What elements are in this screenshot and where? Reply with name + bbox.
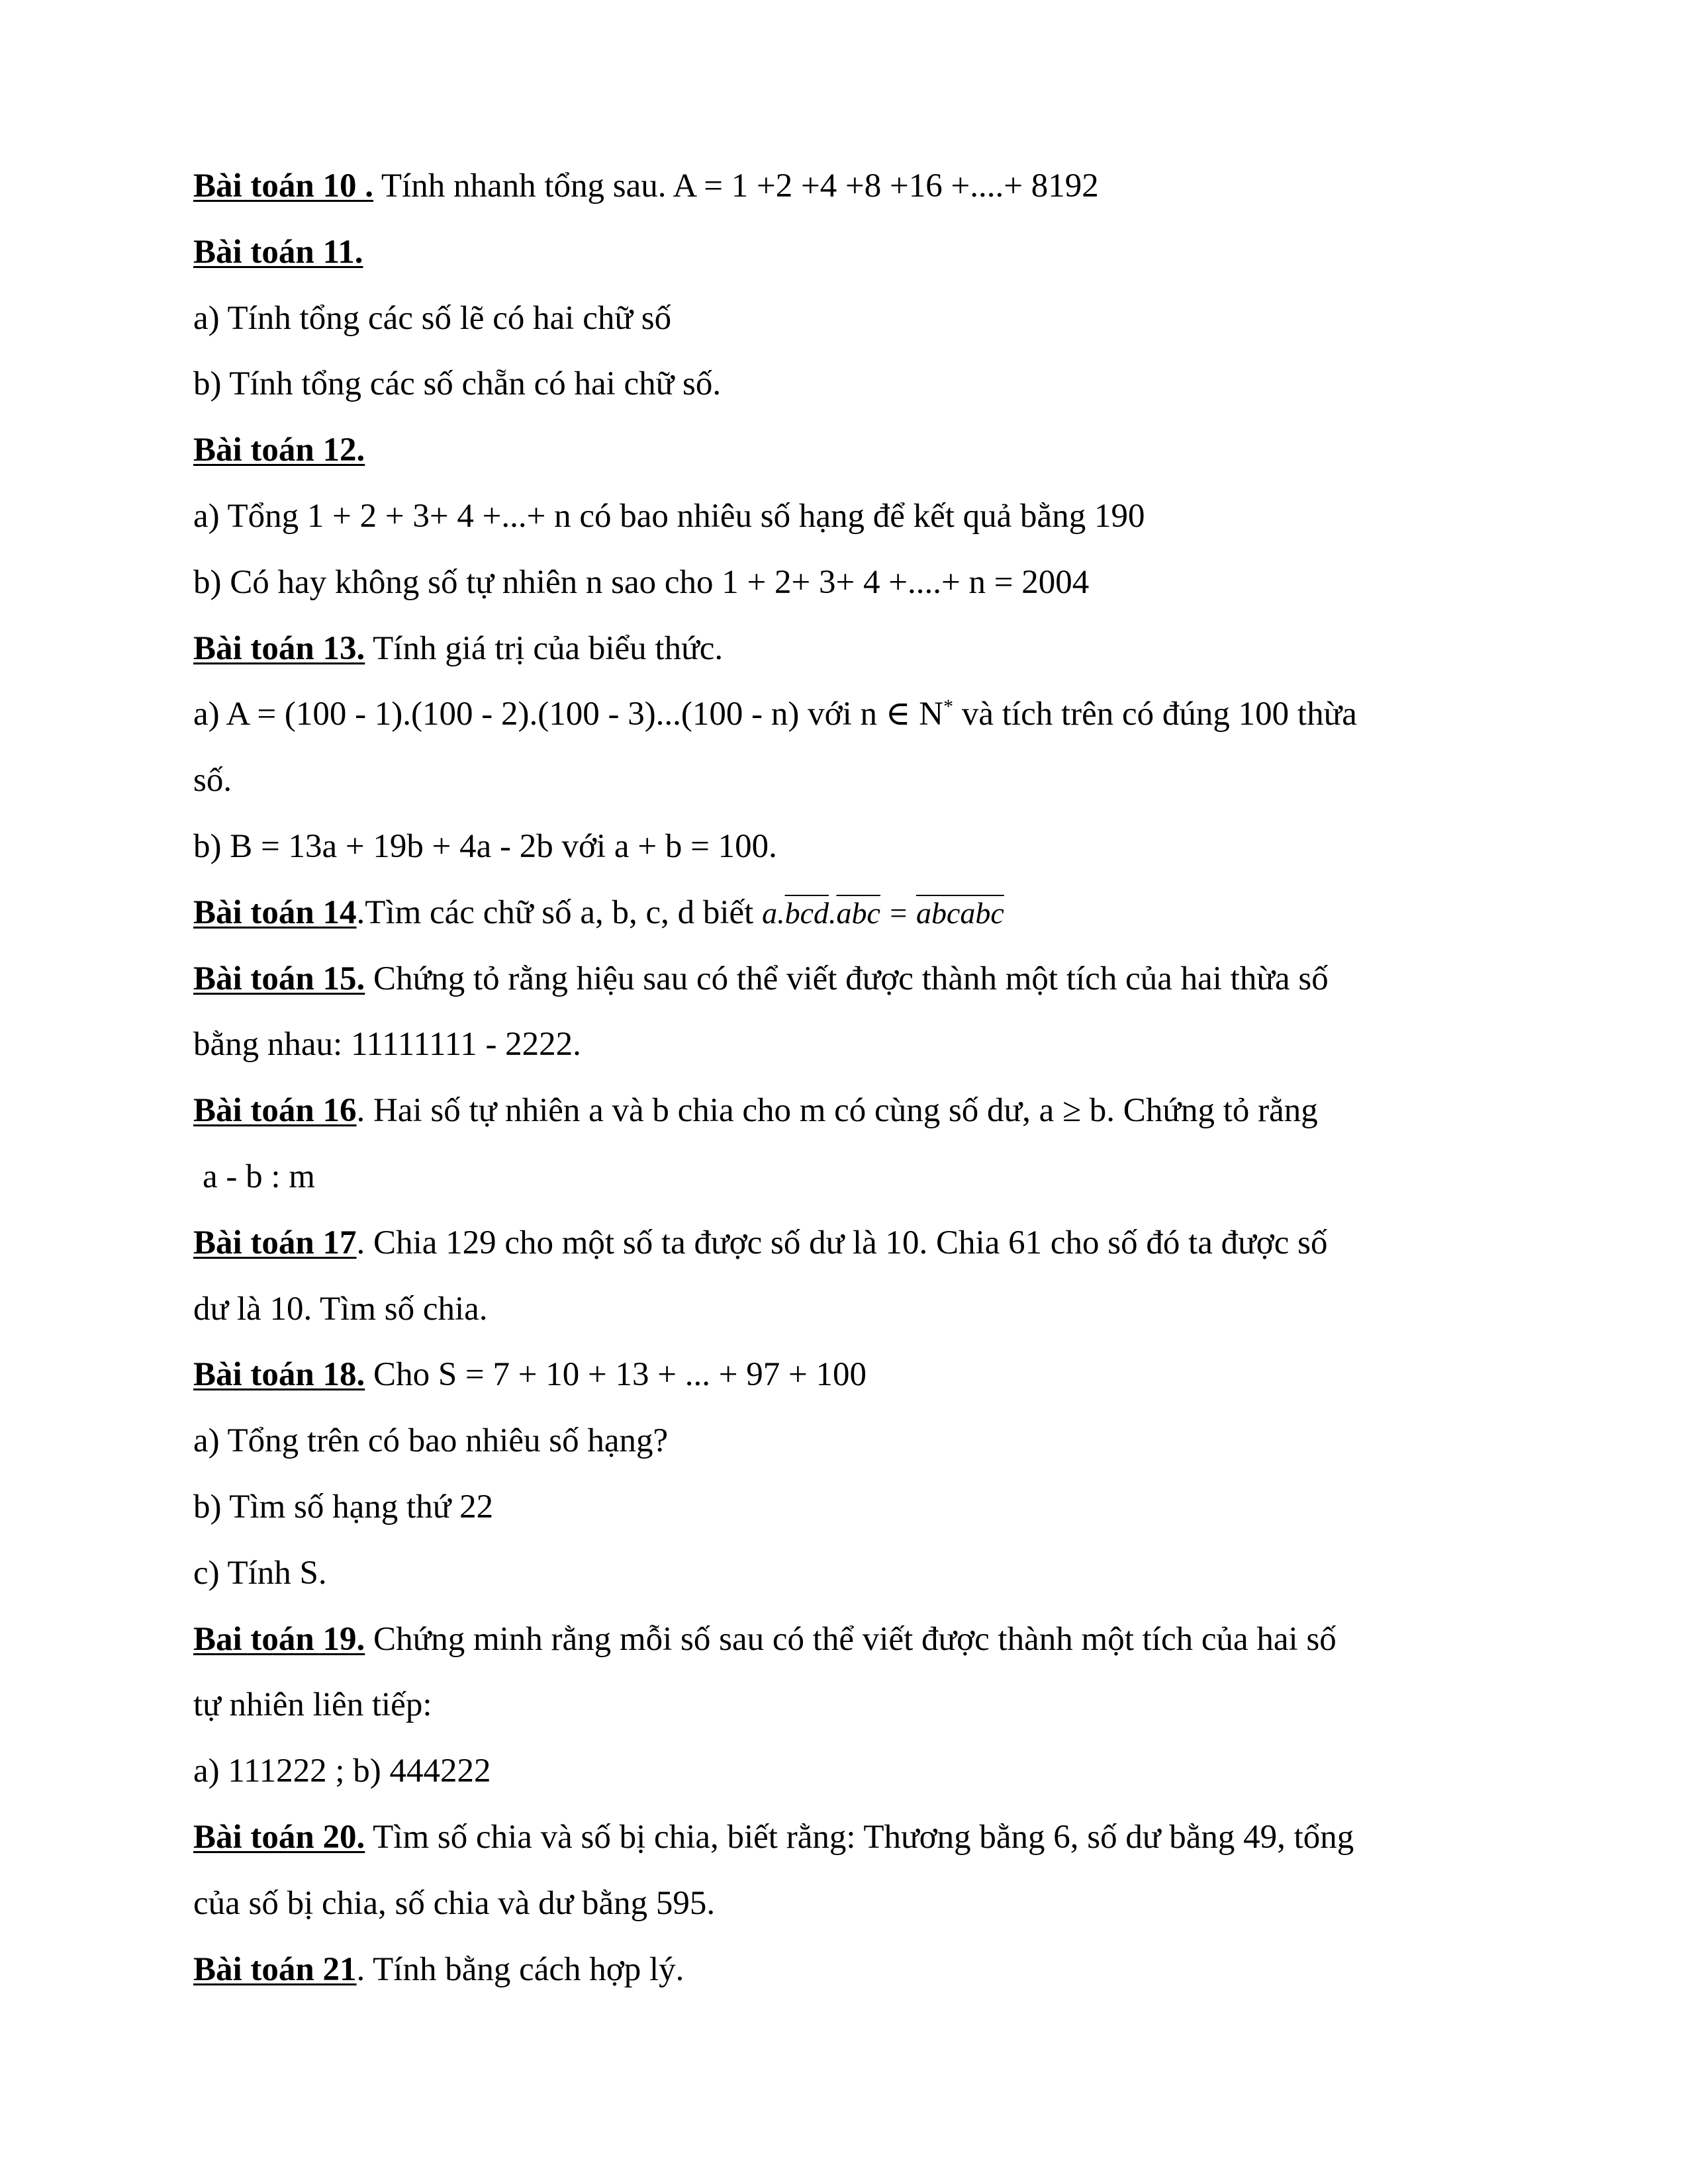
problem-11 xyxy=(193,220,1537,286)
problem-13-b: b) B = 13a + 19b + 4a - 2b với a + b = 100. xyxy=(193,827,777,865)
problem-label: Bài toán 13. xyxy=(193,629,365,667)
problem-label: Bài toán 15. xyxy=(193,960,365,997)
problem-12-a: a) Tổng 1 + 2 + 3+ 4 +...+ n có bao nhiêu số hạng để kết quả bằng 190 xyxy=(193,497,1145,535)
overlined-number: abcabc xyxy=(915,895,1004,930)
problem-18-a: a) Tổng trên có bao nhiêu số hạng? xyxy=(193,1422,669,1460)
problem-17 xyxy=(193,1210,1537,1277)
problem-13-a xyxy=(193,682,1537,748)
problem-15-cont: bằng nhau: 11111111 - 2222. xyxy=(193,1026,581,1064)
problem-label: Bai toán 19. xyxy=(193,1620,365,1658)
problem-13 xyxy=(193,616,1537,682)
problem-text: Tìm số chia và số bị chia, biết rằng: Thương bằng 6, số dư bằng 49, tổng xyxy=(365,1818,1354,1856)
problem-16 xyxy=(193,1078,1537,1144)
problem-11-b: b) Tính tổng các số chẵn có hai chữ số. xyxy=(193,365,722,403)
problem-label: Bài toán 11. xyxy=(193,233,363,271)
problem-label: Bài toán 10 . xyxy=(193,167,374,205)
overlined-number: $\overline{abc}$ xyxy=(836,895,880,930)
problem-label: Bài toán 14 xyxy=(193,893,357,931)
problem-text: Tính giá trị của biểu thức. xyxy=(365,629,724,667)
problem-11-a: a) Tính tổng các số lẽ có hai chữ số xyxy=(193,299,672,337)
problem-label: Bài toán 21 xyxy=(193,1950,357,1988)
problem-12-b: b) Có hay không số tự nhiên n sao cho 1 + 2+ 3+ 4 +....+ n = 2004 xyxy=(193,563,1090,601)
problem-20-cont: của số bị chia, số chia và dư bằng 595. xyxy=(193,1884,716,1922)
problem-18-b: b) Tìm số hạng thứ 22 xyxy=(193,1488,494,1525)
problem-18-c: c) Tính S. xyxy=(193,1554,327,1592)
problem-14 xyxy=(193,880,1537,946)
problem-text: Chứng minh rằng mỗi số sau có thể viết được thành một tích của hai số xyxy=(365,1620,1336,1658)
problem-label: Bài toán 17 xyxy=(193,1224,357,1261)
problem-label: Bài toán 18. xyxy=(193,1356,365,1394)
problem-19-ab: a) 111222 ; b) 444222 xyxy=(193,1752,491,1790)
problem-15 xyxy=(193,946,1537,1013)
math-part: . xyxy=(829,895,837,930)
problem-13-a-cont: số. xyxy=(193,762,232,799)
math-part: = xyxy=(880,895,916,930)
problem-20 xyxy=(193,1805,1537,1871)
problem-text: . Chia 129 cho một số ta được số dư là 10. Chia 61 cho số đó ta được số xyxy=(356,1224,1328,1261)
math-part: a. xyxy=(762,895,785,930)
problem-18 xyxy=(193,1342,1537,1408)
problem-21 xyxy=(193,1937,1537,2003)
math-text: và tích trên có đúng 100 thừa xyxy=(953,696,1357,733)
problem-19 xyxy=(193,1607,1537,1673)
problem-12 xyxy=(193,418,1537,484)
problem-text: . Tính bằng cách hợp lý. xyxy=(356,1950,684,1988)
problem-label: Bài toán 20. xyxy=(193,1818,365,1856)
problem-text: Chứng tỏ rằng hiệu sau có thể viết được thành một tích của hai thừa số xyxy=(365,960,1329,997)
superscript: * xyxy=(943,696,954,718)
problem-text: Tính nhanh tổng sau. A = 1 +2 +4 +8 +16 +....+ 8192 xyxy=(373,167,1099,205)
problem-text: Cho S = 7 + 10 + 13 + ... + 97 + 100 xyxy=(365,1356,867,1394)
problem-text: .Tìm các chữ số a, b, c, d biết xyxy=(356,893,763,931)
problem-10 xyxy=(193,154,1537,220)
overlined-number: $\overline{bcd}$ xyxy=(784,895,829,930)
problem-label: Bài toán 12. xyxy=(193,432,365,469)
problem-19-cont: tự nhiên liên tiếp: xyxy=(193,1686,432,1724)
problem-17-cont: dư là 10. Tìm số chia. xyxy=(193,1290,488,1328)
document-page xyxy=(193,154,1537,2003)
problem-16-cont: a - b : m xyxy=(203,1158,315,1195)
problem-label: Bài toán 16 xyxy=(193,1092,357,1130)
problem-text: . Hai số tự nhiên a và b chia cho m có cùng số dư, a ≥ b. Chứng tỏ rằng xyxy=(356,1092,1318,1130)
math-expression xyxy=(762,896,1004,930)
math-text: a) A = (100 - 1).(100 - 2).(100 - 3)...(100 - n) với n ∈ N xyxy=(193,696,944,733)
